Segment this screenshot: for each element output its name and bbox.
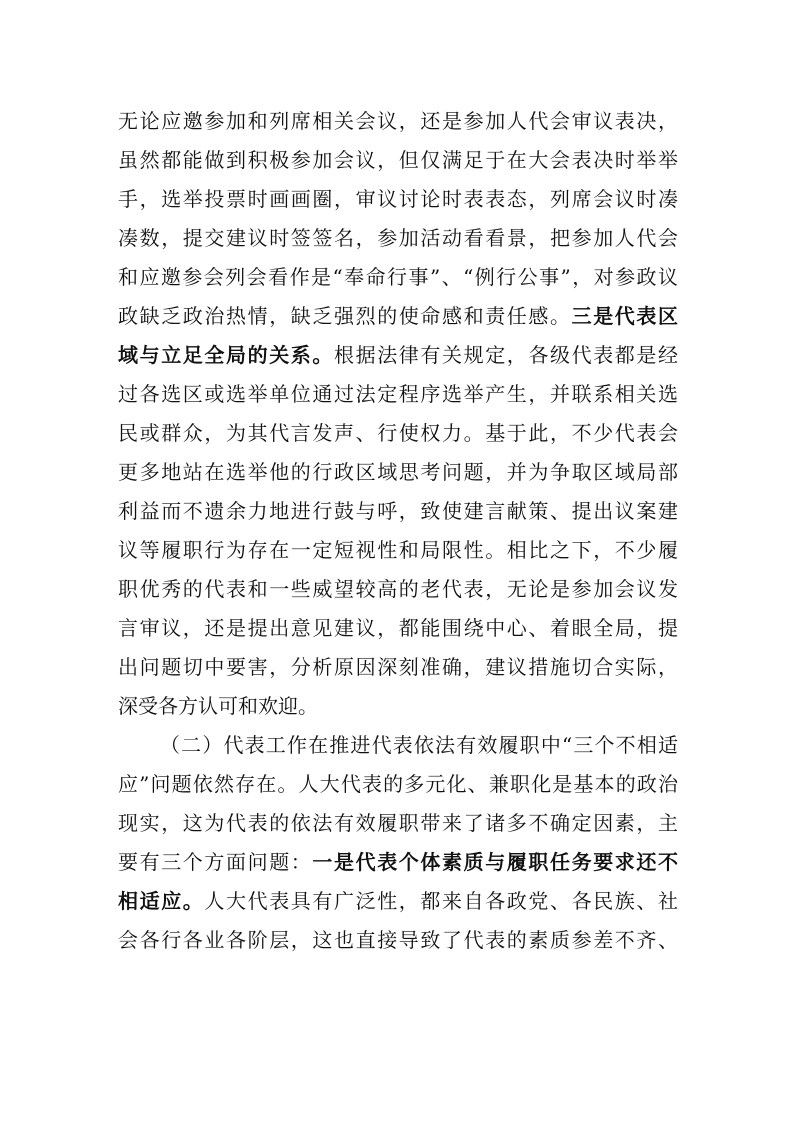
text-run: 深受各方认可和欢迎。 xyxy=(118,694,318,718)
text-line-19 xyxy=(118,805,678,841)
text-run: 出问题切中要害，分析原因深刻准确，建议措施切合实际， xyxy=(118,655,678,679)
text-run: 虽然都能做到积极参加会议，但仅满足于在大会表决时举举 xyxy=(118,148,678,172)
text-line-17 xyxy=(160,727,678,763)
text-run: 人大代表具有广泛性，都来自各政党、各民族、社 xyxy=(204,889,679,913)
text-line-8 xyxy=(118,376,678,412)
bold-text-run: 一是代表个体素质与履职任务要求还不 xyxy=(312,850,679,874)
text-line-12 xyxy=(118,532,678,568)
text-run: 手，选举投票时画画圈，审议讨论时表表态，列席会议时凑 xyxy=(118,187,678,211)
text-line-15 xyxy=(118,649,678,685)
text-line-5 xyxy=(118,259,678,295)
text-run: 凑数，提交建议时签签名，参加活动看看景，把参加人代会 xyxy=(118,226,678,250)
text-line-4 xyxy=(118,220,678,256)
text-run: 政缺乏政治热情，缺乏强烈的使命感和责任感。 xyxy=(118,304,572,328)
text-run: （二）代表工作在推进代表依法有效履职中“三个不相适 xyxy=(160,733,678,757)
text-run: 会各行各业各阶层，这也直接导致了代表的素质参差不齐、 xyxy=(118,928,678,952)
text-line-11 xyxy=(118,493,678,529)
text-run: 言审议，还是提出意见建议，都能围绕中心、着眼全局，提 xyxy=(118,616,678,640)
text-run: 民或群众，为其代言发声、行使权力。基于此，不少代表会 xyxy=(118,421,678,445)
text-run: 根据法律有关规定，各级代表都是经 xyxy=(334,343,678,367)
text-line-22 xyxy=(118,922,678,958)
bold-text-run: 域与立足全局的关系。 xyxy=(118,343,334,367)
text-line-21 xyxy=(118,883,678,919)
text-run: 议等履职行为存在一定短视性和局限性。相比之下，不少履 xyxy=(118,538,678,562)
text-run: 更多地站在选举他的行政区域思考问题，并为争取区域局部 xyxy=(118,460,678,484)
text-run: 职优秀的代表和一些威望较高的老代表，无论是参加会议发 xyxy=(118,577,678,601)
text-run: 应”问题依然存在。人大代表的多元化、兼职化是基本的政治 xyxy=(118,772,678,796)
text-line-13 xyxy=(118,571,678,607)
text-run: 现实，这为代表的依法有效履职带来了诸多不确定因素，主 xyxy=(118,811,678,835)
bold-text-run: 三是代表区 xyxy=(571,304,679,328)
bold-text-run: 相适应。 xyxy=(118,889,205,913)
text-line-16 xyxy=(118,688,678,724)
text-line-3 xyxy=(118,181,678,217)
text-line-7 xyxy=(118,337,678,373)
text-run: 过各选区或选举单位通过法定程序选举产生，并联系相关选 xyxy=(118,382,678,406)
text-line-2 xyxy=(118,142,678,178)
text-line-1 xyxy=(118,103,678,139)
text-run: 要有三个方面问题： xyxy=(118,850,313,874)
text-run: 利益而不遗余力地进行鼓与呼，致使建言献策、提出议案建 xyxy=(118,499,678,523)
text-line-18 xyxy=(118,766,678,802)
text-run: 和应邀参会列会看作是“奉命行事”、“例行公事”，对参政议 xyxy=(118,265,678,289)
text-run: 无论应邀参加和列席相关会议，还是参加人代会审议表决， xyxy=(118,109,678,133)
text-line-20 xyxy=(118,844,678,880)
text-line-10 xyxy=(118,454,678,490)
text-line-9 xyxy=(118,415,678,451)
text-line-14 xyxy=(118,610,678,646)
text-line-6 xyxy=(118,298,678,334)
